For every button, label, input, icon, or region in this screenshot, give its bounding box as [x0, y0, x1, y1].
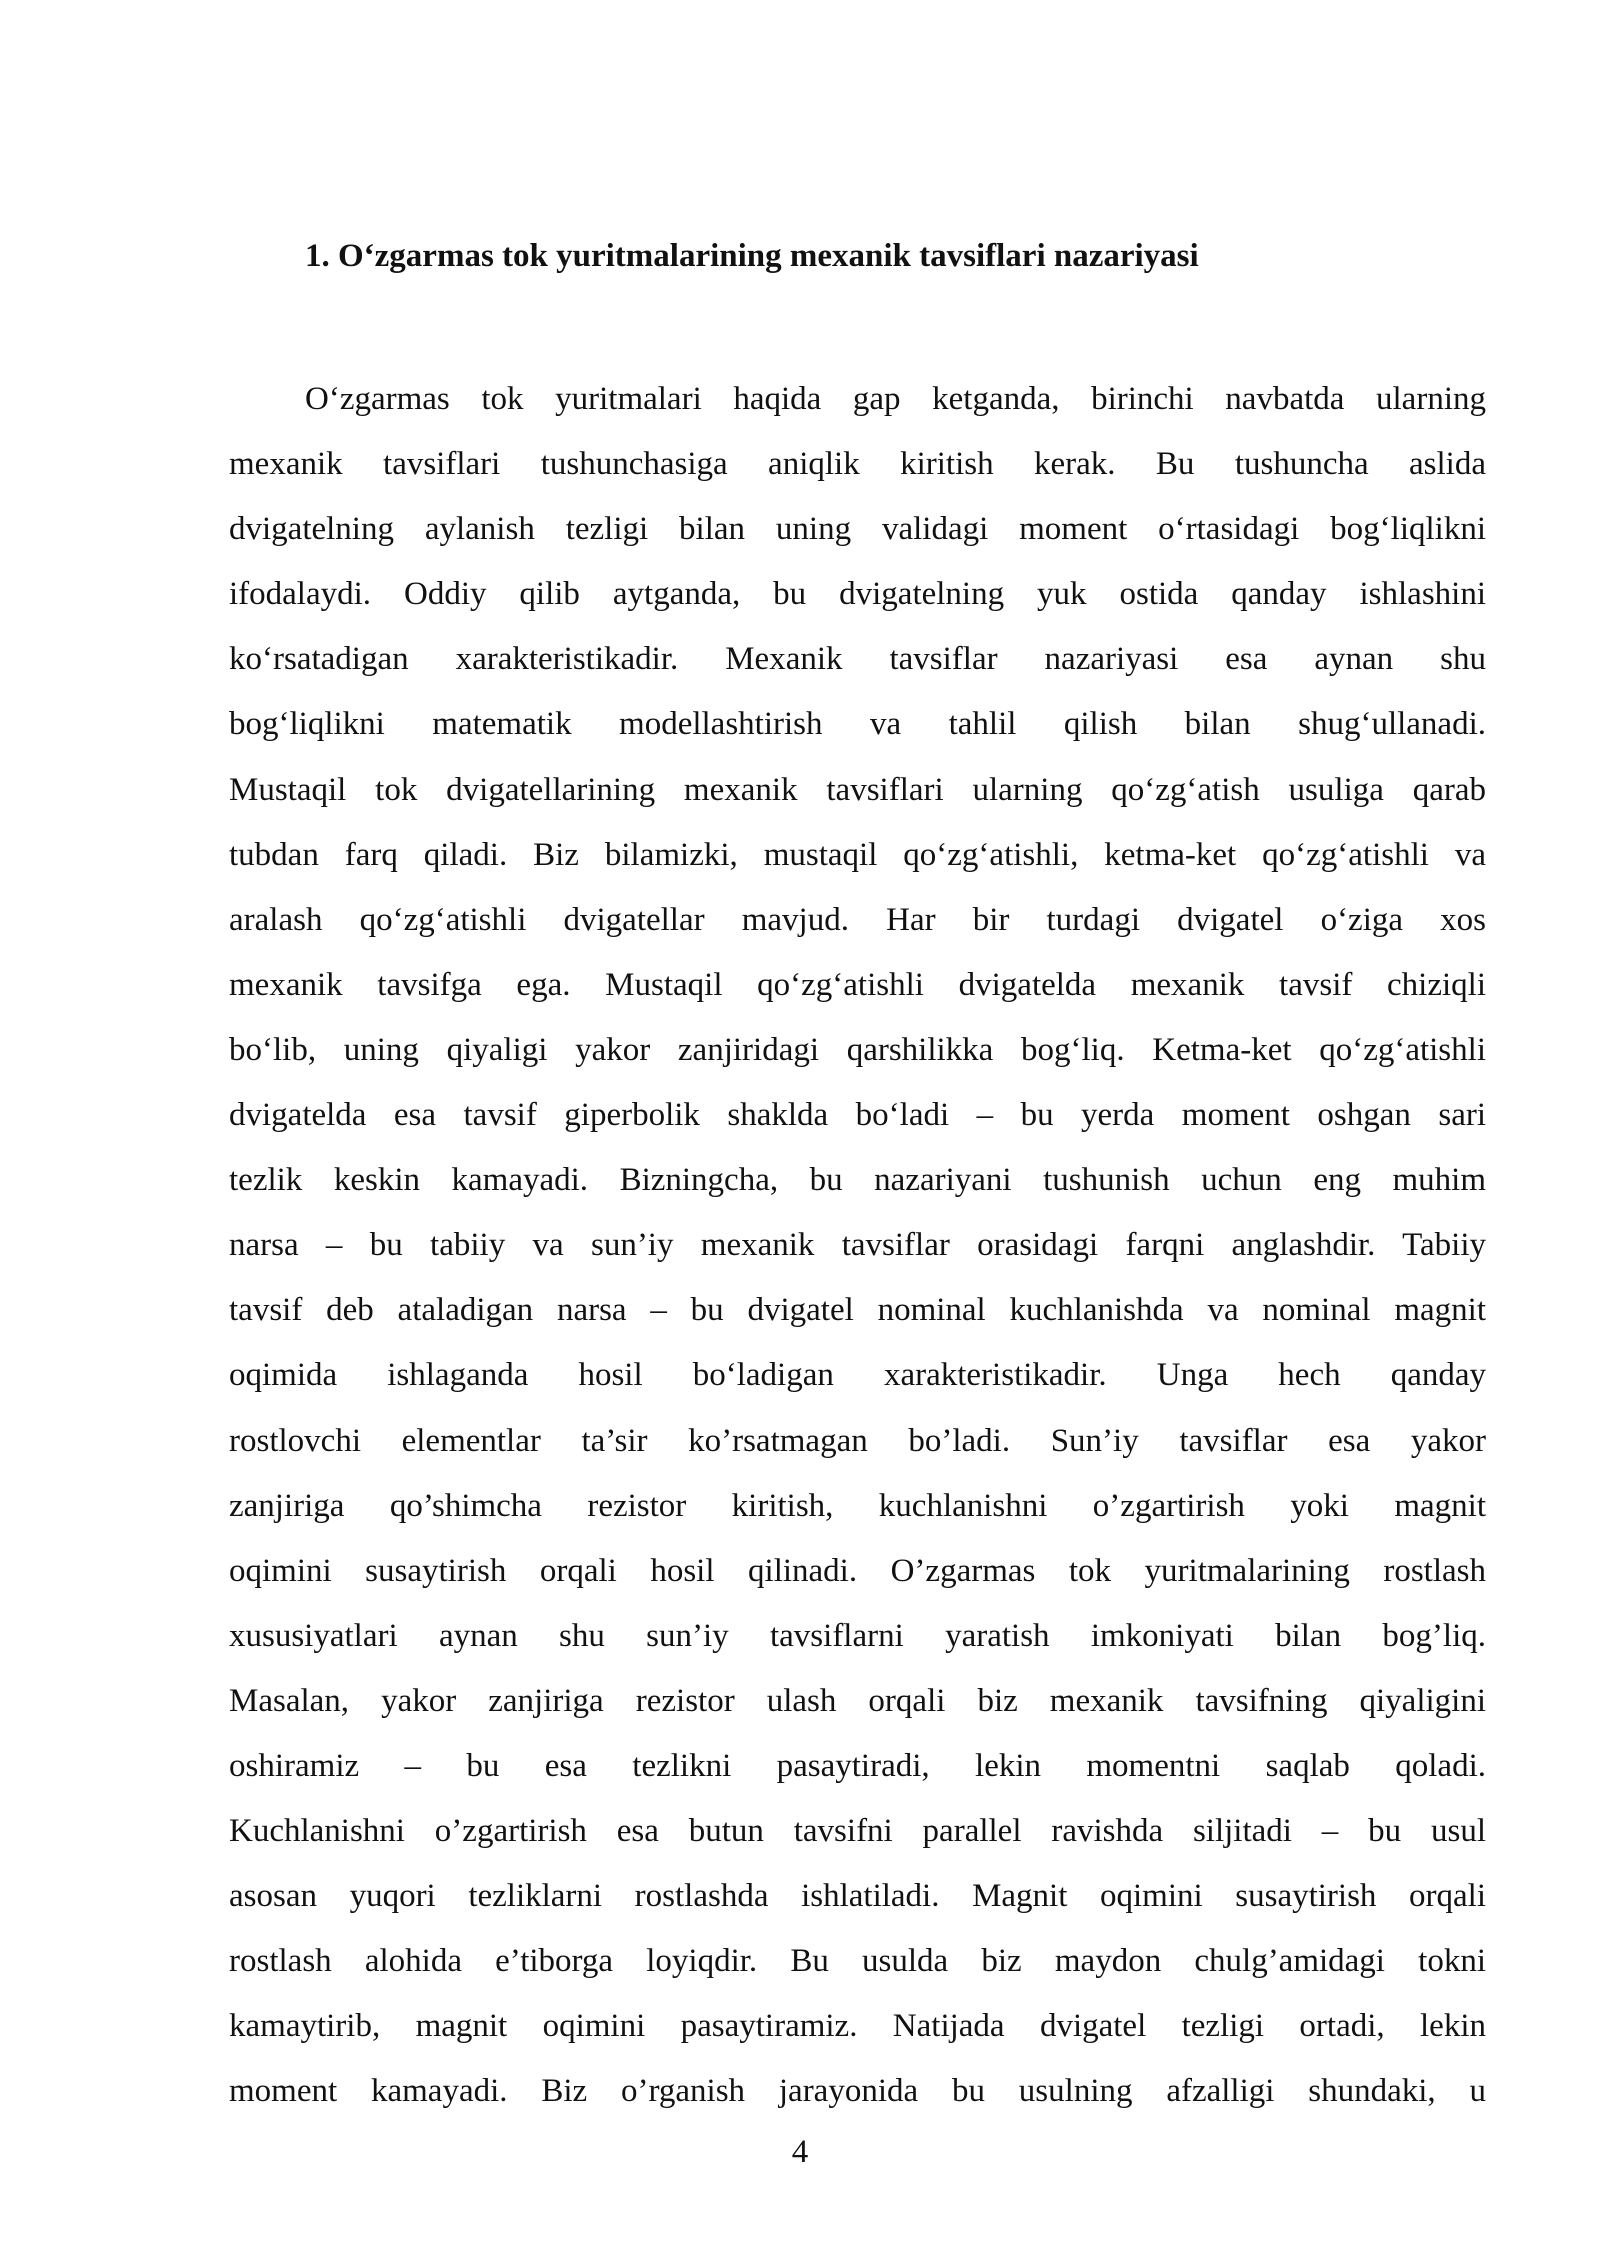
text-line — [229, 1807, 1486, 1872]
text-line-content: asosan yuqori tezliklarni rostlashda ishlatiladi. Magnit oqimini susaytirish orqali — [229, 1878, 1486, 1915]
text-line-content: tavsif deb ataladigan narsa – bu dvigatel nominal kuchlanishda va nominal magnit — [229, 1292, 1486, 1329]
text-line — [229, 1547, 1486, 1612]
text-line — [229, 2002, 1486, 2067]
text-line-content: moment kamayadi. Biz o’rganish jarayonida bu usulning afzalligi shundaki, u — [229, 2073, 1486, 2110]
text-line-content: dvigatelning aylanish tezligi bilan uning validagi moment o‘rtasidagi bog‘liqlikni — [229, 511, 1486, 548]
text-line-content: tezlik keskin kamayadi. Bizningcha, bu nazariyani tushunish uchun eng muhim — [229, 1162, 1486, 1199]
text-line-content: oshiramiz – bu esa tezlikni pasaytiradi, lekin momentni saqlab qoladi. — [229, 1747, 1486, 1784]
text-line-content: ifodalaydi. Oddiy qilib aytganda, bu dvigatelning yuk ostida qanday ishlashini — [229, 576, 1486, 613]
text-line-content: oqimida ishlaganda hosil bo‘ladigan xarakteristikadir. Unga hech qanday — [229, 1357, 1486, 1394]
text-line-content: narsa – bu tabiiy va sun’iy mexanik tavsiflar orasidagi farqni anglashdir. Tabiiy — [229, 1227, 1486, 1264]
text-line-content: tubdan farq qiladi. Biz bilamizki, mustaqil qo‘zg‘atishli, ketma-ket qo‘zg‘atishli va — [229, 836, 1486, 873]
text-line — [229, 440, 1486, 505]
text-line-content: rostlovchi elementlar ta’sir ko’rsatmagan bo’ladi. Sun’iy tavsiflar esa yakor — [229, 1422, 1486, 1459]
text-line — [229, 1677, 1486, 1742]
section-heading: 1. O‘zgarmas tok yuritmalarining mexanik tavsiflari nazariyasi — [305, 238, 1199, 274]
text-line — [229, 961, 1486, 1026]
text-line — [229, 1482, 1486, 1547]
text-line-content: aralash qo‘zg‘atishli dvigatellar mavjud. Har bir turdagi dvigatel o‘ziga xos — [229, 901, 1486, 938]
text-line — [229, 896, 1486, 961]
text-line — [229, 700, 1486, 765]
text-line-content: Kuchlanishni o’zgartirish esa butun tavsifni parallel ravishda siljitadi – bu usul — [229, 1813, 1486, 1850]
text-line — [229, 1156, 1486, 1221]
text-line — [229, 1091, 1486, 1156]
text-line — [229, 831, 1486, 896]
text-line — [229, 1937, 1486, 2002]
text-line-content: O‘zgarmas tok yuritmalari haqida gap ketganda, birinchi navbatda ularning — [305, 381, 1486, 417]
text-line-content: rostlash alohida e’tiborga loyiqdir. Bu usulda biz maydon chulg’amidagi tokni — [229, 1943, 1486, 1980]
body-text — [229, 375, 1486, 2133]
text-line-content: bog‘liqlikni matematik modellashtirish va tahlil qilish bilan shug‘ullanadi. — [229, 706, 1486, 743]
text-line — [229, 375, 1486, 440]
text-line-content: ko‘rsatadigan xarakteristikadir. Mexanik tavsiflar nazariyasi esa aynan shu — [229, 641, 1486, 678]
text-line-content: oqimini susaytirish orqali hosil qilinadi. O’zgarmas tok yuritmalarining rostlash — [229, 1552, 1486, 1589]
text-line-content: zanjiriga qo’shimcha rezistor kiritish, kuchlanishni o’zgartirish yoki magnit — [229, 1487, 1486, 1524]
text-line — [229, 766, 1486, 831]
text-line — [229, 1351, 1486, 1416]
text-line — [229, 635, 1486, 700]
text-line-content: xususiyatlari aynan shu sun’iy tavsiflarni yaratish imkoniyati bilan bog’liq. — [229, 1617, 1486, 1654]
text-line-content: mexanik tavsiflari tushunchasiga aniqlik kiritish kerak. Bu tushuncha aslida — [229, 446, 1486, 483]
text-line — [229, 2067, 1486, 2132]
text-line — [229, 570, 1486, 635]
text-line-content: Masalan, yakor zanjiriga rezistor ulash orqali biz mexanik tavsifning qiyaligini — [229, 1682, 1486, 1719]
text-line-content: bo‘lib, uning qiyaligi yakor zanjiridagi qarshilikka bog‘liq. Ketma-ket qo‘zg‘atishli — [229, 1031, 1486, 1068]
text-line — [229, 1742, 1486, 1807]
text-line — [229, 1612, 1486, 1677]
text-line — [229, 1417, 1486, 1482]
text-line-content: mexanik tavsifga ega. Mustaqil qo‘zg‘atishli dvigatelda mexanik tavsif chiziqli — [229, 966, 1486, 1003]
text-line — [229, 1872, 1486, 1937]
text-line — [229, 1286, 1486, 1351]
text-line-content: kamaytirib, magnit oqimini pasaytiramiz. Natijada dvigatel tezligi ortadi, lekin — [229, 2008, 1486, 2045]
page-number: 4 — [791, 2134, 809, 2170]
text-line — [229, 505, 1486, 570]
text-line-content: Mustaqil tok dvigatellarining mexanik tavsiflari ularning qo‘zg‘atish usuliga qarab — [229, 771, 1486, 808]
text-line-content: dvigatelda esa tavsif giperbolik shaklda bo‘ladi – bu yerda moment oshgan sari — [229, 1097, 1486, 1134]
text-line — [229, 1026, 1486, 1091]
text-line — [229, 1221, 1486, 1286]
